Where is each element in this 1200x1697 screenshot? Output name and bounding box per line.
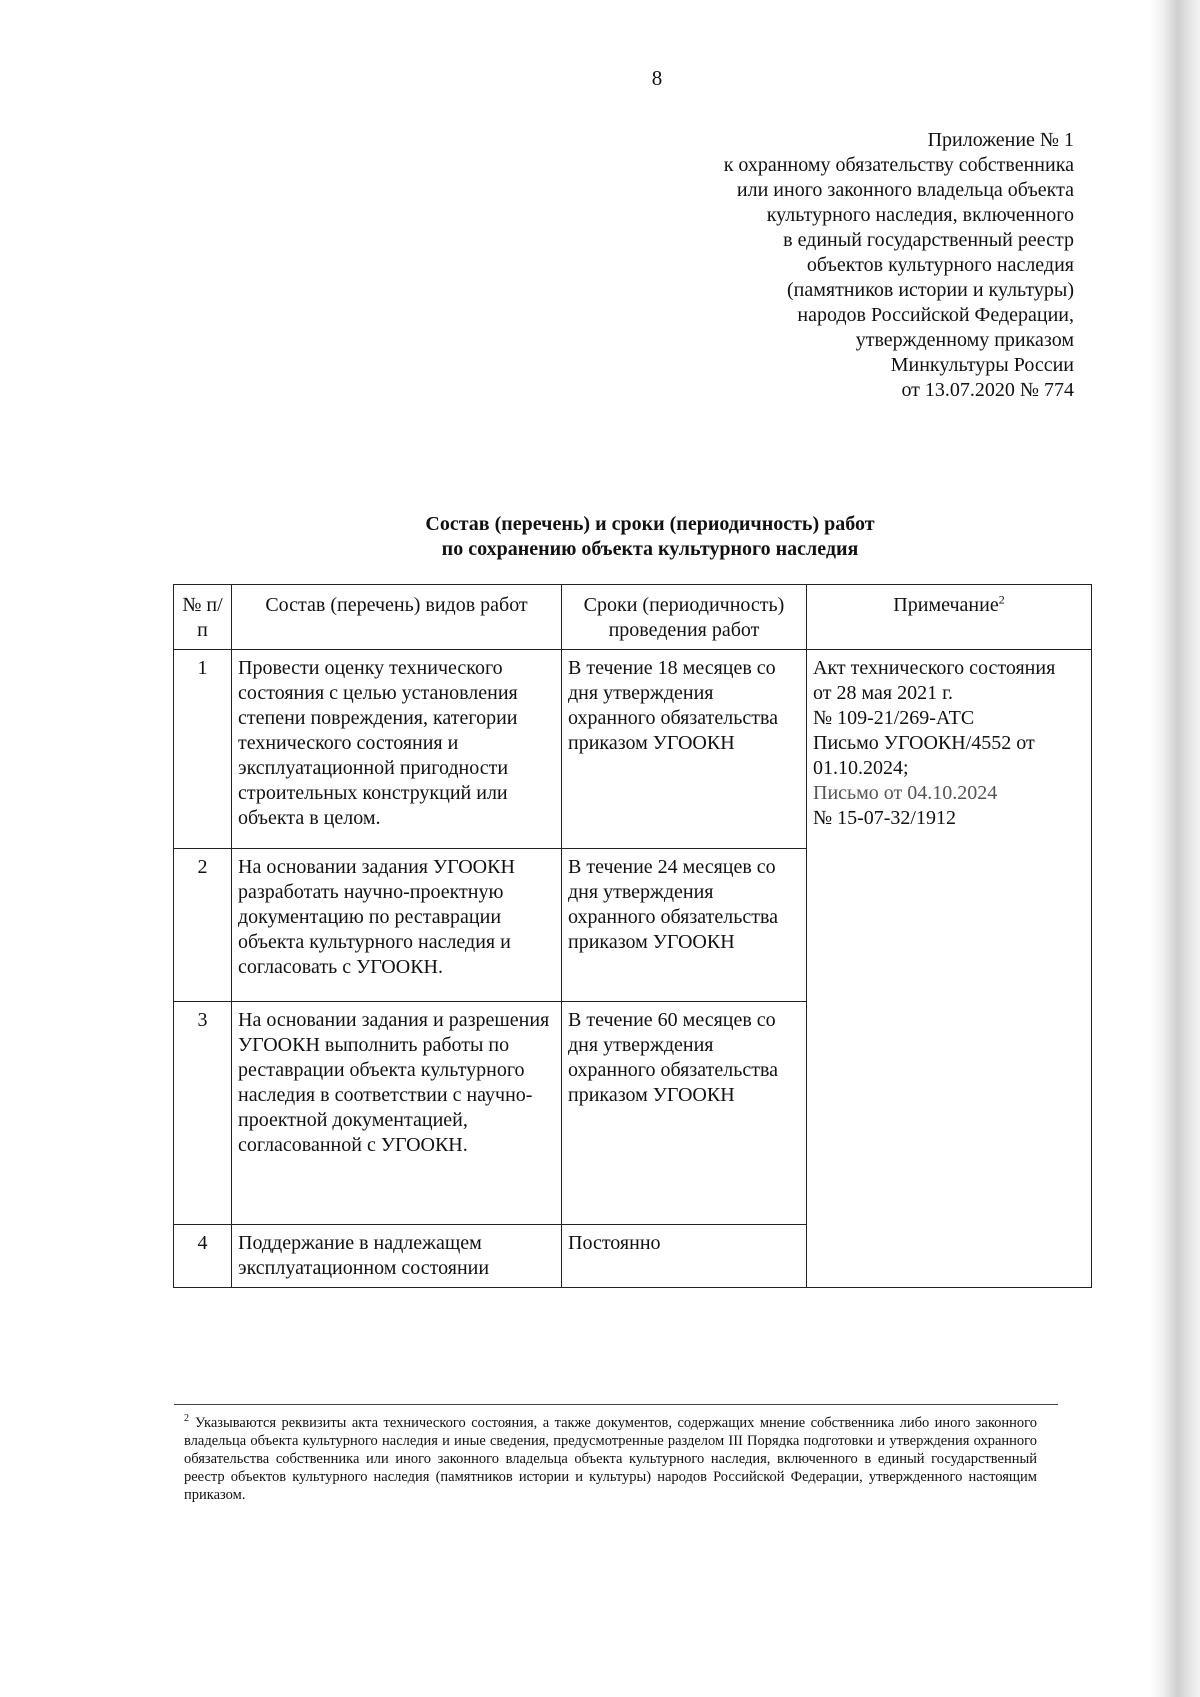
appendix-line: (памятников истории и культуры) <box>786 279 1074 301</box>
document-title-line-1: Состав (перечень) и сроки (периодичность) работ <box>425 513 875 535</box>
footnote <box>184 1410 1037 1504</box>
row-number: 1 <box>174 650 232 849</box>
header-works: Состав (перечень) видов работ <box>232 585 562 650</box>
table-header-row <box>174 585 1092 650</box>
appendix-line: в единый государственный реестр <box>783 229 1074 251</box>
header-terms: Сроки (периодичность) проведения работ <box>562 585 807 650</box>
appendix-header <box>554 128 1074 403</box>
footnote-divider <box>174 1404 1058 1405</box>
appendix-line: утвержденному приказом <box>855 329 1074 351</box>
note-line: № 15-07-32/1912 <box>813 807 956 829</box>
document-title <box>175 512 1125 562</box>
header-note <box>807 585 1092 650</box>
row-works: На основании задания и разрешения УГООКН выполнить работы по реставрации объекта культурного наследия в соответствии с научно-проектной документацией, согласованной с УГООКН. <box>232 1002 562 1225</box>
appendix-line: народов Российской Федерации, <box>797 304 1074 326</box>
row-note <box>807 650 1092 1288</box>
appendix-line: к охранному обязательству собственника <box>723 154 1074 176</box>
footnote-text: Указываются реквизиты акта технического состояния, а также документов, содержащих мнение собственника либо иного законного владельца объекта культурного наследия и иные сведения, предусмотренные разделом III Порядка подготовки и утверждения охранного обязательства собственника или иного законного владельца объекта культурного наследия, включенного в единый государственный реестр объектов культурного наследия (памятников истории и культуры) народов Российской Федерации, утвержденного настоящим приказом. <box>184 1414 1037 1503</box>
appendix-line: или иного законного владельца объекта <box>736 179 1074 201</box>
note-line: Письмо УГООКН/4552 от <box>813 732 1035 754</box>
note-line: Акт технического состояния <box>813 657 1056 679</box>
appendix-line: Минкультуры России <box>890 354 1074 376</box>
document-title-line-2: по сохранению объекта культурного наследия <box>441 538 859 560</box>
row-terms: В течение 24 месяцев со дня утверждения охранного обязательства приказом УГООКН <box>562 849 807 1002</box>
row-number: 4 <box>174 1225 232 1288</box>
appendix-line: объектов культурного наследия <box>806 254 1074 276</box>
row-works: Поддержание в надлежащем эксплуатационном состоянии <box>232 1225 562 1288</box>
works-table <box>173 584 1092 1288</box>
footnote-reference: 2 <box>998 592 1005 607</box>
page-number: 8 <box>651 66 663 90</box>
row-works: Провести оценку технического состояния с целью установления степени повреждения, категории технического состояния и эксплуатационной пригодности строительных конструкций или объекта в целом. <box>232 650 562 849</box>
note-line: Письмо от 04.10.2024 <box>813 782 998 804</box>
note-line: от 28 мая 2021 г. <box>813 682 954 704</box>
header-num: № п/п <box>174 585 232 650</box>
row-number: 2 <box>174 849 232 1002</box>
scan-edge-shadow <box>1150 0 1200 1697</box>
note-line: 01.10.2024; <box>813 757 909 779</box>
row-number: 3 <box>174 1002 232 1225</box>
appendix-line: Приложение № 1 <box>927 129 1074 151</box>
row-terms: Постоянно <box>562 1225 807 1288</box>
note-line: № 109-21/269-АТС <box>813 707 975 729</box>
appendix-line: от 13.07.2020 № 774 <box>901 379 1074 401</box>
table-row <box>174 650 1092 849</box>
row-works: На основании задания УГООКН разработать научно-проектную документацию по реставрации объекта культурного наследия и согласовать с УГООКН. <box>232 849 562 1002</box>
row-terms: В течение 18 месяцев со дня утверждения охранного обязательства приказом УГООКН <box>562 650 807 849</box>
appendix-line: культурного наследия, включенного <box>766 204 1074 226</box>
header-note-label: Примечание <box>893 594 999 616</box>
row-terms: В течение 60 месяцев со дня утверждения охранного обязательства приказом УГООКН <box>562 1002 807 1225</box>
footnote-mark: 2 <box>184 1413 189 1424</box>
